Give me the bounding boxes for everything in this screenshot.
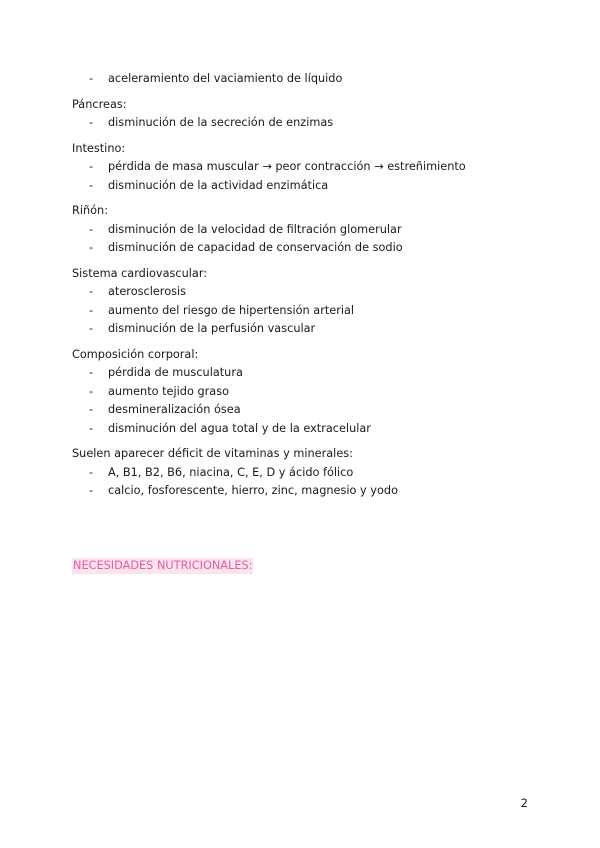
dash-bullet-icon: - (89, 322, 94, 335)
section-heading: Páncreas: (72, 97, 127, 111)
intro-section (72, 70, 552, 89)
dash-bullet-icon: - (89, 421, 94, 435)
list-item-text: pérdida de musculatura (108, 366, 243, 379)
section (72, 346, 552, 439)
section (72, 202, 552, 258)
list-item-text: disminución de la perfusión vascular (108, 322, 316, 335)
list-item (72, 420, 552, 439)
list-item-text: A, B1, B2, B6, niacina, C, E, D y ácido fólico (108, 465, 354, 479)
list-item (72, 239, 552, 258)
list-item (72, 320, 552, 339)
list-item-text: calcio, fosforescente, hierro, zinc, magnesio y yodo (108, 484, 398, 497)
list-item (72, 464, 552, 483)
highlighted-heading: NECESIDADES NUTRICIONALES: (73, 559, 253, 572)
list-item-text: aceleramiento del vaciamiento de líquido (108, 72, 343, 85)
list-item (72, 70, 552, 89)
dash-bullet-icon: - (89, 178, 94, 192)
section-list (72, 114, 552, 133)
section-list (72, 283, 552, 339)
dash-bullet-icon: - (89, 384, 94, 398)
list-item (72, 302, 552, 321)
section-list (72, 464, 552, 501)
list-item-text: disminución de la velocidad de filtración glomerular (108, 222, 402, 236)
section-heading: Intestino: (72, 141, 126, 155)
dash-bullet-icon: - (89, 116, 94, 129)
list-item-text: disminución de capacidad de conservación de sodio (108, 241, 403, 254)
list-item-text: pérdida de masa muscular → peor contracción → estreñimiento (108, 160, 466, 173)
list-item-text: aterosclerosis (108, 285, 187, 298)
section-heading: Sistema cardiovascular: (72, 266, 208, 280)
list-item-text: disminución de la actividad enzimática (108, 178, 329, 192)
section (72, 265, 552, 339)
page-content (72, 70, 552, 508)
intro-list (72, 70, 552, 89)
list-item-text: aumento del riesgo de hipertensión arterial (108, 303, 355, 317)
list-item (72, 177, 552, 196)
section-list (72, 158, 552, 195)
dash-bullet-icon: - (89, 222, 94, 236)
section-list (72, 221, 552, 258)
dash-bullet-icon: - (89, 303, 94, 317)
section (72, 96, 552, 133)
section (72, 445, 552, 501)
dash-bullet-icon: - (89, 241, 94, 254)
list-item (72, 221, 552, 240)
sections-container (72, 96, 552, 501)
dash-bullet-icon: - (89, 285, 94, 298)
list-item (72, 383, 552, 402)
list-item (72, 114, 552, 133)
dash-bullet-icon: - (89, 484, 94, 497)
dash-bullet-icon: - (89, 465, 94, 479)
list-item (72, 158, 552, 177)
section-heading: Riñón: (72, 204, 109, 217)
list-item (72, 401, 552, 420)
page-number: 2 (520, 796, 528, 810)
list-item-text: desmineralización ósea (108, 403, 241, 416)
section-heading: Composición corporal: (72, 347, 199, 361)
list-item (72, 283, 552, 302)
list-item-text: aumento tejido graso (108, 384, 229, 398)
dash-bullet-icon: - (89, 366, 94, 379)
dash-bullet-icon: - (89, 160, 94, 173)
list-item-text: disminución del agua total y de la extracelular (108, 421, 371, 435)
list-item (72, 364, 552, 383)
dash-bullet-icon: - (89, 403, 94, 416)
dash-bullet-icon: - (89, 72, 94, 85)
list-item (72, 482, 552, 501)
section-list (72, 364, 552, 438)
section-heading: Suelen aparecer déficit de vitaminas y minerales: (72, 447, 353, 460)
list-item-text: disminución de la secreción de enzimas (108, 116, 334, 129)
section (72, 140, 552, 196)
